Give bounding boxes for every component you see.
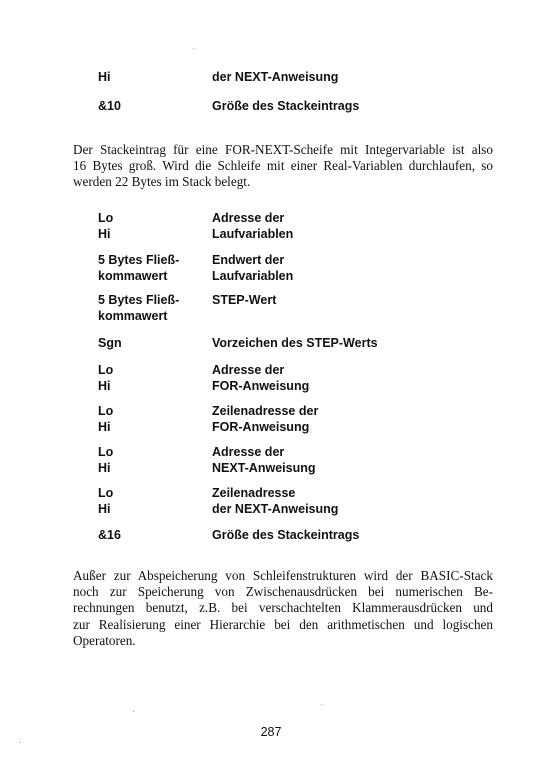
row-left-line: kommawert <box>98 269 168 283</box>
row-left <box>98 98 208 114</box>
row-left-line: 5 Bytes Fließ- <box>98 293 180 307</box>
row-right-line: der NEXT-Anweisung <box>212 502 339 516</box>
paragraph-line: Operatoren. <box>73 632 136 648</box>
row-left-line: Hi <box>98 227 111 241</box>
row-right-line: FOR-Anweisung <box>212 379 310 393</box>
row-right <box>212 98 492 114</box>
paragraph-line: Der Stackeintrag für eine FOR-NEXT-Scheife mit Integervariable ist also <box>73 142 493 157</box>
row-right-line: STEP-Wert <box>212 293 277 307</box>
row-left-line: Hi <box>98 502 111 516</box>
scan-speck <box>20 742 21 743</box>
row-right <box>212 292 492 308</box>
scan-speck <box>133 711 134 712</box>
paragraph-basic-stack-usage <box>73 568 493 649</box>
row-right <box>212 362 492 394</box>
row-left <box>98 527 208 543</box>
row-left-line: Sgn <box>98 336 122 350</box>
row-right-line: Adresse der <box>212 445 285 459</box>
row-right <box>212 527 492 543</box>
paragraph-stack-entry-size <box>73 142 493 191</box>
row-right-line: Adresse der <box>212 363 285 377</box>
row-right <box>212 252 492 284</box>
row-right <box>212 485 492 517</box>
row-right-line: Endwert der <box>212 253 285 267</box>
row-left <box>98 252 208 284</box>
row-right <box>212 69 492 85</box>
paragraph-line: 16 Bytes groß. Wird die Schleife mit einer Real-Variablen durchlaufen, so <box>73 158 493 174</box>
row-left <box>98 292 208 324</box>
row-left-line: Lo <box>98 404 114 418</box>
paragraph-line: zur Realisierung einer Hierarchie bei den arithmetischen und logischen <box>73 616 493 632</box>
row-right-line: Zeilenadresse der <box>212 404 319 418</box>
row-right-line: Größe des Stackeintrags <box>212 528 360 542</box>
row-left <box>98 362 208 394</box>
row-left-line: 5 Bytes Fließ- <box>98 253 180 267</box>
page-number: 287 <box>260 725 282 739</box>
paragraph-line: noch zur Speicherung von Zwischenausdrücken bei numerischen Be- <box>73 584 493 600</box>
row-right-line: Vorzeichen des STEP-Werts <box>212 336 378 350</box>
row-left-line: Lo <box>98 445 114 459</box>
row-left-line: Hi <box>98 461 111 475</box>
row-right-line: Zeilenadresse <box>212 486 296 500</box>
row-left-line: Lo <box>98 486 114 500</box>
row-right-line: Adresse der <box>212 211 285 225</box>
row-right <box>212 403 492 435</box>
row-left <box>98 444 208 476</box>
row-left <box>98 69 208 85</box>
paragraph-line: Außer zur Abspeicherung von Schleifenstrukturen wird der BASIC-Stack <box>73 568 493 583</box>
row-left-line: Hi <box>98 379 111 393</box>
row-left <box>98 403 208 435</box>
row-right-line: FOR-Anweisung <box>212 420 310 434</box>
paragraph-line: rechnungen benutzt, z.B. bei verschachtelten Klammerausdrücken und <box>73 600 493 616</box>
paragraph-line: werden 22 Bytes im Stack belegt. <box>73 174 251 190</box>
row-left <box>98 335 208 351</box>
row-left-line: Lo <box>98 363 114 377</box>
row-left-line: kommawert <box>98 309 168 323</box>
row-right-line: Laufvariablen <box>212 227 294 241</box>
scan-speck <box>321 704 322 705</box>
row-left-line: &16 <box>98 528 121 542</box>
row-right <box>212 210 492 242</box>
row-left-line: Hi <box>98 420 111 434</box>
row-right <box>212 444 492 476</box>
scan-speck <box>193 48 194 49</box>
row-left <box>98 210 208 242</box>
row-right <box>212 335 492 351</box>
row-left-line: Hi <box>98 70 111 84</box>
row-right-line: Laufvariablen <box>212 269 294 283</box>
row-left-line: Lo <box>98 211 114 225</box>
row-right-line: Größe des Stackeintrags <box>212 99 360 113</box>
row-right-line: der NEXT-Anweisung <box>212 70 339 84</box>
row-left <box>98 485 208 517</box>
row-left-line: &10 <box>98 99 121 113</box>
row-right-line: NEXT-Anweisung <box>212 461 316 475</box>
